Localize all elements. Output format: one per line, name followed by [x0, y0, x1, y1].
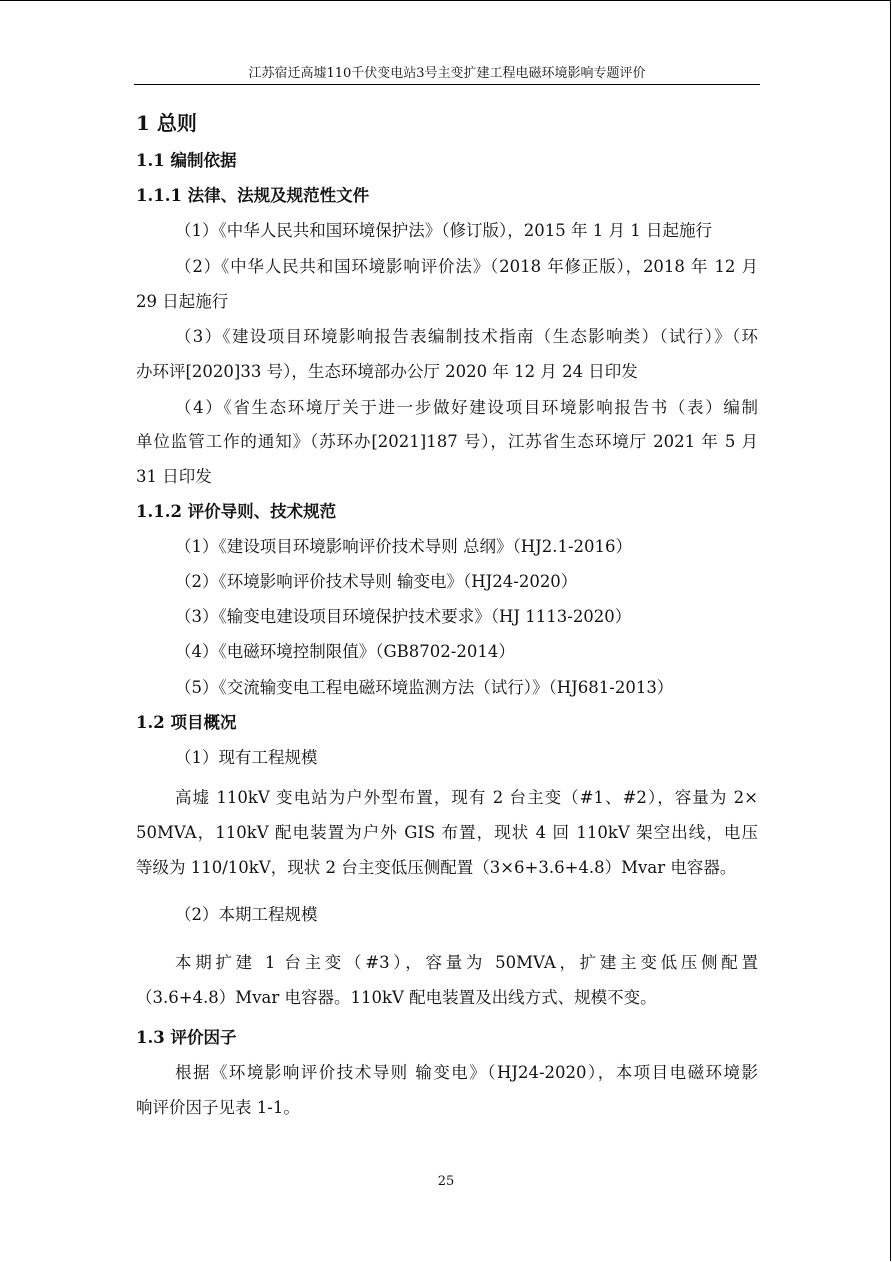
section-heading: 1.1 编制依据 — [136, 151, 237, 170]
body-line: 50MVA，110kV 配电装置为户外 GIS 布置，现状 4 回 110kV 架空出线，电压 — [136, 823, 758, 842]
body-line: 根据《环境影响评价技术导则 输变电》（HJ24-2020），本项目电磁环境影 — [175, 1063, 758, 1082]
body-line: （1）《中华人民共和国环境保护法》（修订版），2015 年 1 月 1 日起施行 — [175, 221, 712, 240]
page-number: 25 — [437, 1174, 455, 1189]
body-line: 单位监管工作的通知》（苏环办[2021]187 号），江苏省生态环境厅 2021 年 5 月 — [136, 432, 758, 451]
body-line: （4）《省生态环境厅关于进一步做好建设项目环境影响报告书（表）编制 — [175, 398, 758, 417]
subsection-heading: 1.1.1 法律、法规及规范性文件 — [136, 186, 370, 205]
body-line: 等级为 110/10kV，现状 2 台主变低压侧配置（3×6+3.6+4.8）Mvar 电容器。 — [136, 858, 737, 877]
section-heading: 1.3 评价因子 — [136, 1028, 237, 1047]
body-line: 本期扩建 1 台主变（#3），容量为 50MVA，扩建主变低压侧配置 — [175, 953, 758, 972]
chapter-heading: 1 总则 — [136, 111, 197, 135]
body-line: 办环评[2020]33 号），生态环境部办公厅 2020 年 12 月 24 日印发 — [136, 362, 638, 381]
body-line: （2）《环境影响评价技术导则 输变电》（HJ24-2020） — [175, 572, 578, 591]
body-line: 29 日起施行 — [136, 292, 229, 311]
body-line: （4）《电磁环境控制限值》（GB8702-2014） — [175, 642, 515, 661]
body-line: （5）《交流输变电工程电磁环境监测方法（试行）》（HJ681-2013） — [175, 678, 674, 697]
header-rule — [134, 84, 760, 85]
body-line: （2）《中华人民共和国环境影响评价法》（2018 年修正版），2018 年 12 月 — [175, 257, 758, 276]
body-line: 31 日印发 — [136, 467, 212, 486]
body-line: （1）《建设项目环境影响评价技术导则 总纲》（HJ2.1-2016） — [175, 537, 633, 556]
body-line: （2）本期工程规模 — [175, 905, 318, 924]
body-line: （3.6+4.8）Mvar 电容器。110kV 配电装置及出线方式、规模不变。 — [136, 988, 657, 1007]
body-line: （3）《建设项目环境影响报告表编制技术指南（生态影响类）（试行）》（环 — [175, 327, 758, 346]
body-line: 响评价因子见表 1-1。 — [136, 1098, 300, 1117]
subsection-heading: 1.1.2 评价导则、技术规范 — [136, 502, 337, 521]
body-line: 高墟 110kV 变电站为户外型布置，现有 2 台主变（#1、#2），容量为 2× — [175, 788, 758, 807]
running-header-title: 江苏宿迁高墟110千伏变电站3号主变扩建工程电磁环境影响专题评价 — [248, 66, 646, 81]
body-line: （1）现有工程规模 — [175, 748, 318, 767]
body-line: （3）《输变电建设项目环境保护技术要求》（HJ 1113-2020） — [175, 607, 632, 626]
section-heading: 1.2 项目概况 — [136, 713, 237, 732]
